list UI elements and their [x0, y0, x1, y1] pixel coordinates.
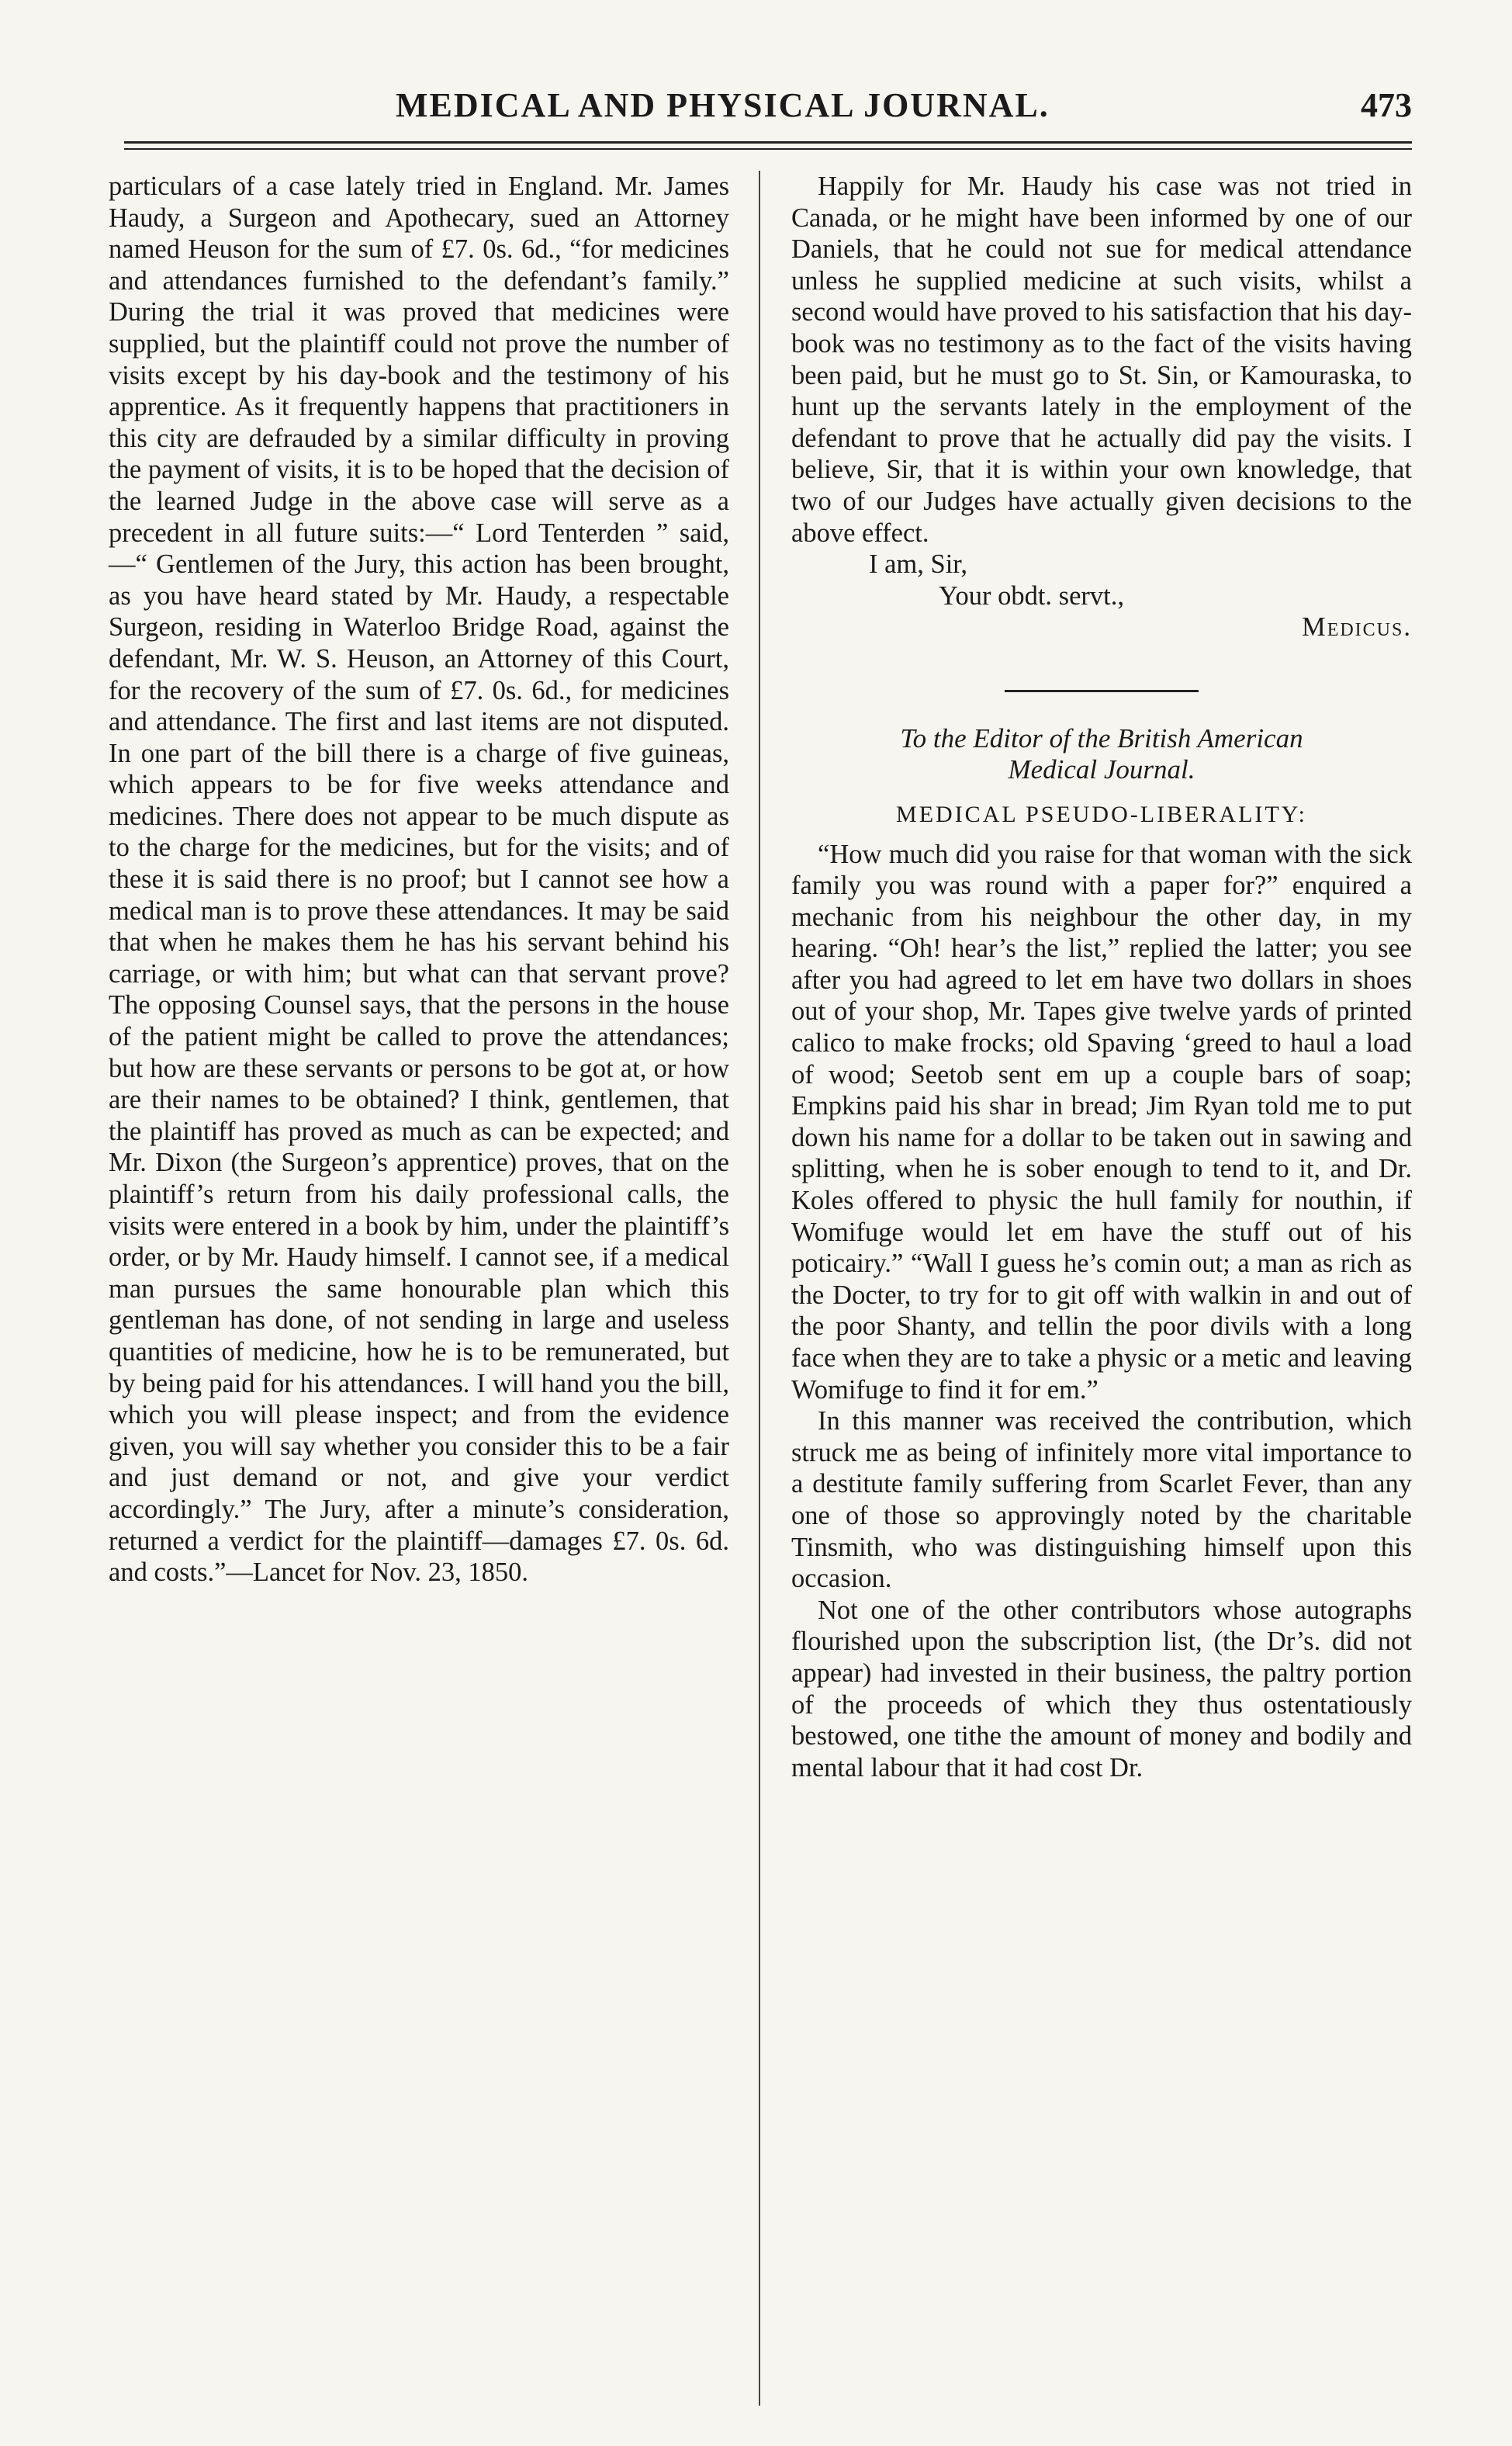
header-double-rule [124, 141, 1412, 150]
to-editor-line-1: To the Editor of the British American [900, 722, 1303, 754]
column-divider [759, 171, 760, 2406]
letter-paragraph: Happily for Mr. Haudy his case was not tried in Canada, or he might have been informed by one of our Daniels, that he could not sue for medical attendance unless he supplied medicine at such visits, whilst a second would have proved to his satisfaction that his day-book was no testimony as to the fact of the visits having been paid, but he must go to St. Sin, or Kamouraska, to hunt up the servants lately in the employment of the defendant to prove that he actually did pay the visits. I believe, Sir, that it is within your own knowledge, that two of our Judges have actually given decisions to the above effect. [791, 171, 1412, 548]
right-paragraph-3: Not one of the other contributors whose autographs flourished upon the subscription list, (the Dr’s. did not appear) had invested in their business, the paltry portion of the proceeds of which they thus ostentatiously bestowed, one tithe the amount of money and bodily and mental labour that it had cost Dr. [791, 1595, 1412, 1783]
journal-page [109, 70, 1412, 1783]
right-paragraph-1: “How much did you raise for that woman with the sick family you was round with a paper for?” enquired a mechanic from his neighbour the other day, in my hearing. “Oh! hear’s the list,” replied the latter; you see after you had agreed to let em have two dollars in shoes out of your shop, Mr. Tapes give twelve yards of printed calico to make frocks; old Spaving ‘greed to haul a load of wood; Seetob sent em up a couple bars of soap; Empkins paid his shar in bread; Jim Ryan told me to put down his name for a dollar to be taken out in sawing and splitting, when he is sober enough to tend to it, and Dr. Koles offered to physic the hull family for nouthin, if Womifuge would let em have the stuff out of his poticairy.” “Wall I guess he’s comin out; a man as rich as the Docter, to try for to git off with walkin in and out of the poor Shanty, and tellin the poor divils with a long face when they are to take a physic or a metic and leaving Womifuge to find it for em.” [791, 839, 1412, 1405]
left-paragraph: particulars of a case lately tried in England. Mr. James Haudy, a Surgeon and Apothecary, sued an Attorney named Heuson for the sum of £7. 0s. 6d., “for medicines and attendances furnished to the defendant’s family.” During the trial it was proved that medicines were supplied, but the plaintiff could not prove the number of visits except by his day-book and the testimony of his apprentice. As it frequently happens that practitioners in this city are defrauded by a similar difficulty in proving the payment of visits, it is to be hoped that the decision of the learned Judge in the above case will serve as a precedent in all future suits:—“ Lord Tenterden ” said,—“ Gentlemen of the Jury, this action has been brought, as you have heard stated by Mr. Haudy, a respectable Surgeon, residing in Waterloo Bridge Road, against the defendant, Mr. W. S. Heuson, an Attorney of this Court, for the recovery of the sum of £7. 0s. 6d., for medicines and attendance. The first and last items are not disputed. In one part of the bill there is a charge of five guineas, which appears to be for five weeks attendance and medicines. There does not appear to be much dispute as to the charge for the medicines, but for the visits; and of these it is said there is no proof; but I cannot see how a medical man is to prove these attendances. It may be said that when he makes them he has his servant behind his carriage, or with him; but what can that servant prove? The opposing Counsel says, that the persons in the house of the patient might be called to prove the attendances; but how are these servants or persons to be got at, or how are their names to be obtained? I think, gentlemen, that the plaintiff has proved as much as can be expected; and Mr. Dixon (the Surgeon’s apprentice) proves, that on the plaintiff’s return from his daily professional calls, the visits were entered in a book by him, under the plaintiff’s order, or by Mr. Haudy himself. I cannot see, if a medical man pursues the same honourable plan which this gentleman has done, of not sending in large and useless quantities of medicine, how he is to be remunerated, but by being paid for his attendances. I will hand you the bill, which you will please inspect; and from the evidence given, you will say whether you consider this to be a fair and just demand or not, and give your verdict accordingly.” The Jury, after a minute’s consideration, returned a verdict for the plaintiff—damages £7. 0s. 6d. and costs.”—Lancet for Nov. 23, 1850. [109, 171, 729, 1588]
section-divider-rule [1005, 690, 1199, 692]
right-column [791, 171, 1412, 1783]
page-number: 473 [1361, 86, 1412, 124]
signoff-line-1: I am, Sir, [869, 549, 968, 580]
signoff-name: Medicus. [1302, 612, 1412, 643]
left-column [109, 171, 729, 1783]
signoff-line-2: Your obdt. servt., [939, 580, 1124, 611]
running-head: MEDICAL AND PHYSICAL JOURNAL. [396, 86, 1050, 124]
section-heading: MEDICAL PSEUDO-LIBERALITY: [896, 801, 1307, 827]
right-paragraph-2: In this manner was received the contribution, which struck me as being of infinitely more vital importance to a destitute family suffering from Scarlet Fever, than any one of those so approvingly noted by the charitable Tinsmith, who was distinguishing himself upon this occasion. [791, 1406, 1412, 1594]
to-editor-line-2: Medical Journal. [1008, 754, 1195, 785]
two-column-body [109, 171, 1412, 1783]
page-header [109, 70, 1412, 140]
